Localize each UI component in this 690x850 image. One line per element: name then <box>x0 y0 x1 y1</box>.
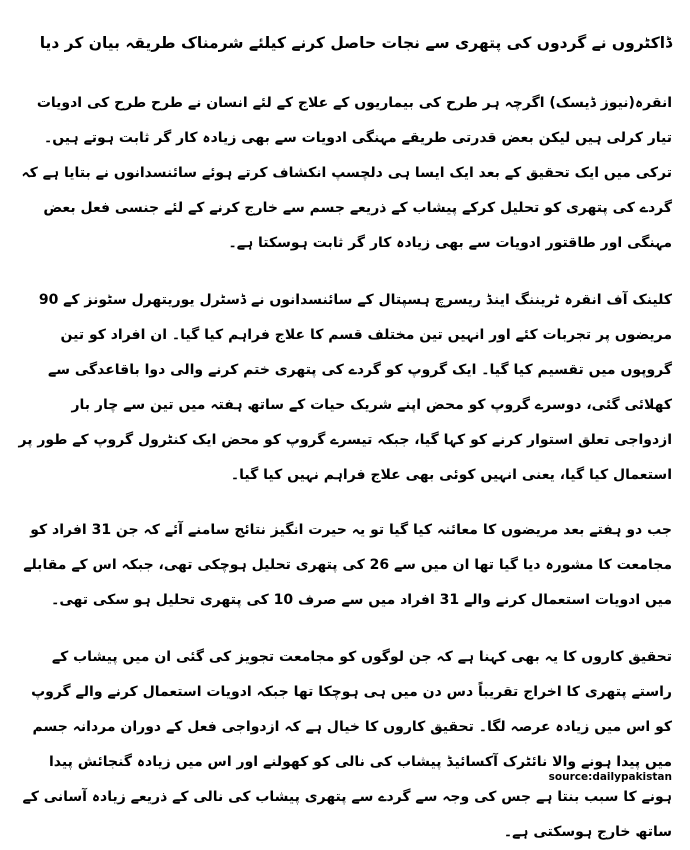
article-paragraph-study: کلینک آف انقرہ ٹریننگ اینڈ ریسرچ ہسپتال کے سائنسدانوں نے ڈسٹرل یوریتھرل سٹونز کے 90 مریضوں پر تجربات کئے اور انہیں تین مختلف قسم کا علاج فراہم کیا گیا۔ ان افراد کو تین گروپوں میں تقسیم کیا گیا۔ ایک گروپ کو گردے کی پتھری ختم کرنے والی دوا باقاعدگی سے کھلائی گئی، دوسرے گروپ کو محض اپنے شریک حیات کے ساتھ ہفتہ میں تین سے چار بار ازدواجی تعلق استوار کرنے کو کہا گیا، جبکہ تیسرے گروپ کو محض ایک کنٹرول گروپ کے طور پر استعمال کیا گیا، یعنی انہیں کوئی بھی علاج فراہم نہیں کیا گیا۔ <box>18 292 672 483</box>
article-paragraph-intro: انقرہ(نیوز ڈیسک) اگرچہ ہر طرح کی بیماریوں کے علاج کے لئے انسان نے طرح طرح کی ادویات تیار کرلی ہیں لیکن بعض قدرتی طریقے مہنگی ادویات سے بھی زیادہ کار گر ثابت ہوتے ہیں۔ ترکی میں ایک تحقیق کے بعد ایک ایسا ہی دلچسپ انکشاف کرتے ہوئے سائنسدانوں نے بتایا ہے کہ گردے کی پتھری کو تحلیل کرکے پیشاب کے ذریعے جسم سے خارج کرنے کے لئے جنسی فعل بعض مہنگی اور طاقتور ادویات سے بھی زیادہ کار گر ثابت ہوسکتا ہے۔ <box>21 95 672 251</box>
article-paragraph-results: جب دو ہفتے بعد مریضوں کا معائنہ کیا گیا تو یہ حیرت انگیز نتائج سامنے آئے کہ جن 31 افراد کو مجامعت کا مشورہ دیا گیا تھا ان میں سے 26 کی پتھری تحلیل ہوچکی تھی، جبکہ اس کے مقابلے میں ادویات استعمال کرنے والے 31 افراد میں سے صرف 10 کی پتھری تحلیل ہو سکی تھی۔ <box>23 522 672 608</box>
source-credit: source:dailypakistan <box>548 771 672 783</box>
article-body <box>18 0 672 850</box>
article-paragraph-conclusion: تحقیق کاروں کا یہ بھی کہنا ہے کہ جن لوگوں کو مجامعت تجویز کی گئی ان میں پیشاب کے راستے پتھری کا اخراج تقریباً دس دن میں ہی ہوچکا تھا جبکہ ادویات استعمال کرنے والے گروپ کو اس میں زیادہ عرصہ لگا۔ تحقیق کاروں کا خیال ہے کہ ازدواجی فعل کے دوران مردانہ جسم میں پیدا ہونے والا نائٹرک آکسائیڈ پیشاب کی نالی کو کھولنے اور اس میں زیادہ گنجائش پیدا ہونے کا سبب بنتا ہے جس کی وجہ سے گردے سے پتھری پیشاب کی نالی کے ذریعے زیادہ آسانی کے ساتھ خارج ہوسکتی ہے۔ <box>22 649 672 840</box>
article-headline: ڈاکٹروں نے گردوں کی پتھری سے نجات حاصل کرنے کیلئے شرمناک طریقہ بیان کر دیا <box>39 34 672 52</box>
